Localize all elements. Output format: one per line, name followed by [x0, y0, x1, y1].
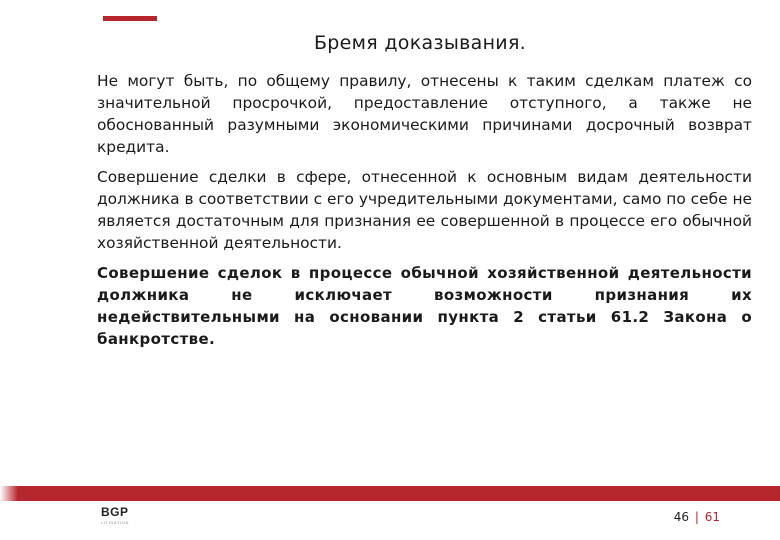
- page-number: [674, 510, 720, 524]
- paragraph-1: Не могут быть, по общему правилу, отнесены к таким сделкам платеж со значительной просрочкой, предоставление отступного, а также не обоснованный разумными экономическими причинами досрочный возврат кредита.: [97, 72, 752, 156]
- paragraph-3-bold: Совершение сделок в процессе обычной хозяйственной деятельности должника не исключает возможности признания их недействительными на основании пункта 2 статьи 61.2 Закона о банкротстве.: [97, 264, 752, 348]
- logo-word: BGP: [101, 505, 129, 519]
- slide-title: Бремя доказывания.: [313, 32, 527, 54]
- slide-body: [97, 70, 752, 358]
- page-total: 61: [704, 510, 720, 524]
- page-current: 46: [673, 510, 690, 524]
- footer-band: [0, 486, 780, 501]
- logo-subtext: LITIGATION: [101, 520, 129, 525]
- bgp-logo: [101, 505, 141, 525]
- footer-band-fade: [0, 486, 18, 501]
- title-accent-bar: [103, 16, 157, 21]
- page-separator: |: [694, 510, 699, 524]
- paragraph-2: Совершение сделки в сфере, отнесенной к основным видам деятельности должника в соответствии с его учредительными документами, само по себе не является достаточным для признания ее совершенной в процессе его обычной хозяйственной деятельности.: [97, 168, 752, 252]
